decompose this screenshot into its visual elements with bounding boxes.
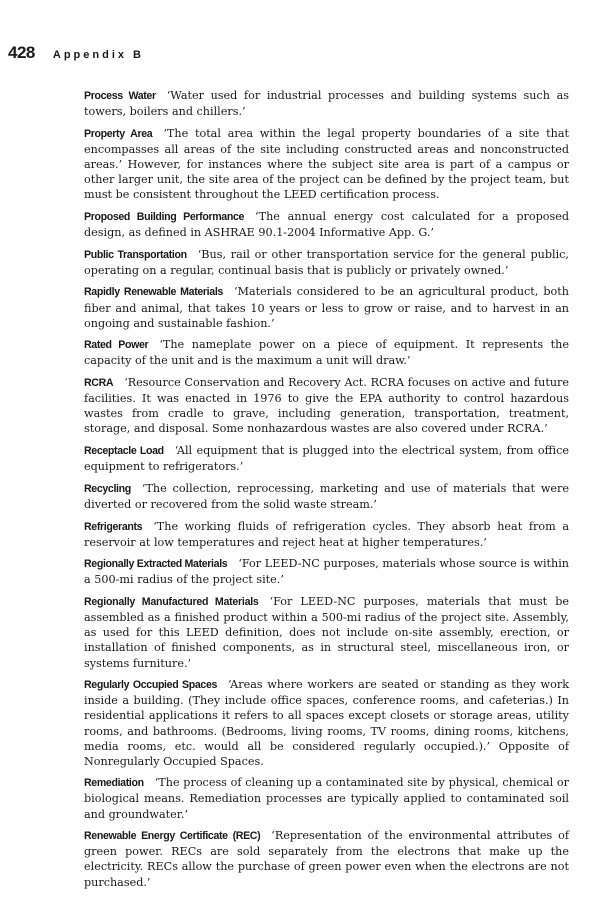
glossary-definition: ‘The collection, reprocessing, marketing and use of materials that were diverted or recovered from the solid waste stream.’ bbox=[84, 481, 569, 511]
glossary-entry bbox=[84, 126, 569, 202]
page-number: 428 bbox=[8, 43, 35, 62]
glossary-entry bbox=[84, 828, 569, 889]
glossary-entry bbox=[84, 209, 569, 240]
glossary-entry bbox=[84, 594, 569, 670]
glossary-term: Rapidly Renewable Materials bbox=[84, 286, 223, 299]
glossary-term: Regionally Manufactured Materials bbox=[84, 596, 259, 609]
glossary-term: Rated Power bbox=[84, 339, 149, 352]
glossary-definition: ‘For LEED-NC purposes, materials that must be assembled as a finished product within a 500-mi radius of the project site. Assembly, as used for this LEED definition, does not include on-site assembly, erection, or installation of finished components, as in structural steel, miscellaneous iron, or systems furniture.’ bbox=[84, 595, 569, 670]
glossary-definition: ‘Areas where workers are seated or standing as they work inside a building. (They include office spaces, conference rooms, and cafeterias.) In residential applications it refers to all spaces except closets or storage areas, utility rooms, and bathrooms. (Bedrooms, living rooms, TV rooms, dining rooms, kitchens, media rooms, etc. would all be considered regularly occupied.).’ Opposite of Nonregularly Occupied Spaces. bbox=[84, 678, 569, 768]
glossary-term: Regularly Occupied Spaces bbox=[84, 679, 218, 692]
glossary-term: RCRA bbox=[84, 377, 114, 390]
glossary-entry bbox=[84, 337, 569, 368]
glossary-definition: ‘Materials considered to be an agricultural product, both fiber and animal, that takes 10 years or less to grow or raise, and to harvest in an ongoing and sustainable fashion.’ bbox=[84, 285, 569, 330]
glossary-term: Property Area bbox=[84, 127, 153, 140]
glossary-term: Proposed Building Performance bbox=[84, 210, 245, 223]
glossary-definition: ‘The process of cleaning up a contaminated site by physical, chemical or biological means. Remediation processes are typically applied to contaminated soil and groundwater.’ bbox=[84, 776, 569, 821]
glossary-term: Receptacle Load bbox=[84, 445, 164, 458]
glossary-term: Public Transportation bbox=[84, 248, 187, 261]
glossary-entry bbox=[84, 556, 569, 587]
glossary-entry bbox=[84, 247, 569, 278]
glossary-definition: ‘The annual energy cost calculated for a proposed design, as defined in ASHRAE 90.1-2004 Informative App. G.’ bbox=[84, 209, 569, 239]
glossary-entry bbox=[84, 284, 569, 330]
glossary-definition: ‘Water used for industrial processes and building systems such as towers, boilers and chillers.’ bbox=[84, 89, 569, 119]
glossary-definition: ‘Bus, rail or other transportation service for the general public, operating on a regular, continual basis that is publicly or privately owned.’ bbox=[84, 247, 569, 277]
glossary-definition: ‘The total area within the legal property boundaries of a site that encompasses all areas of the site including constructed areas and nonconstructed areas.’ However, for instances where the subject site area is part of a campus or other larger unit, the site area of the project can be defined by the project team, but must be consistent throughout the LEED certification process. bbox=[84, 126, 570, 202]
glossary-definition: ‘The nameplate power on a piece of equipment. It represents the capacity of the unit and is the maximum a unit will draw.’ bbox=[84, 338, 569, 368]
glossary-definition: ‘Resource Conservation and Recovery Act. RCRA focuses on active and future facilities. It was enacted in 1976 to give the EPA authority to control hazardous wastes from cradle to grave, including generation, transportation, treatment, storage, and disposal. Some nonhazardous wastes are also covered under RCRA.’ bbox=[84, 376, 569, 436]
glossary-term: Process Water bbox=[84, 90, 156, 102]
page-header bbox=[8, 43, 144, 65]
glossary-term: Regionally Extracted Materials bbox=[84, 558, 228, 571]
glossary-definition: ‘Representation of the environmental attributes of green power. RECs are sold separately from the electrons that make up the electricity. RECs allow the purchase of green power even when the electrons are not purchased.’ bbox=[84, 829, 569, 889]
glossary-term: Recycling bbox=[84, 482, 131, 495]
glossary-definition: ‘The working fluids of refrigeration cycles. They absorb heat from a reservoir at low temperatures and reject heat at higher temperatures.’ bbox=[84, 519, 569, 549]
glossary-entry bbox=[84, 519, 569, 550]
glossary-entry bbox=[84, 775, 569, 821]
glossary-term: Remediation bbox=[84, 777, 144, 790]
glossary-entry bbox=[84, 88, 569, 119]
glossary-term: Renewable Energy Certificate (REC) bbox=[84, 830, 261, 843]
glossary-definition: ‘All equipment that is plugged into the electrical system, from office equipment to refrigerators.’ bbox=[84, 444, 569, 474]
glossary-entry bbox=[84, 481, 569, 512]
glossary-entry bbox=[84, 677, 569, 769]
glossary-entry bbox=[84, 443, 569, 474]
glossary-definition: ‘For LEED-NC purposes, materials whose source is within a 500-mi radius of the project site.’ bbox=[84, 557, 570, 587]
glossary-term: Refrigerants bbox=[84, 520, 143, 533]
glossary-entry bbox=[84, 375, 569, 436]
glossary-list bbox=[84, 88, 569, 896]
running-head: Appendix B bbox=[52, 49, 144, 61]
